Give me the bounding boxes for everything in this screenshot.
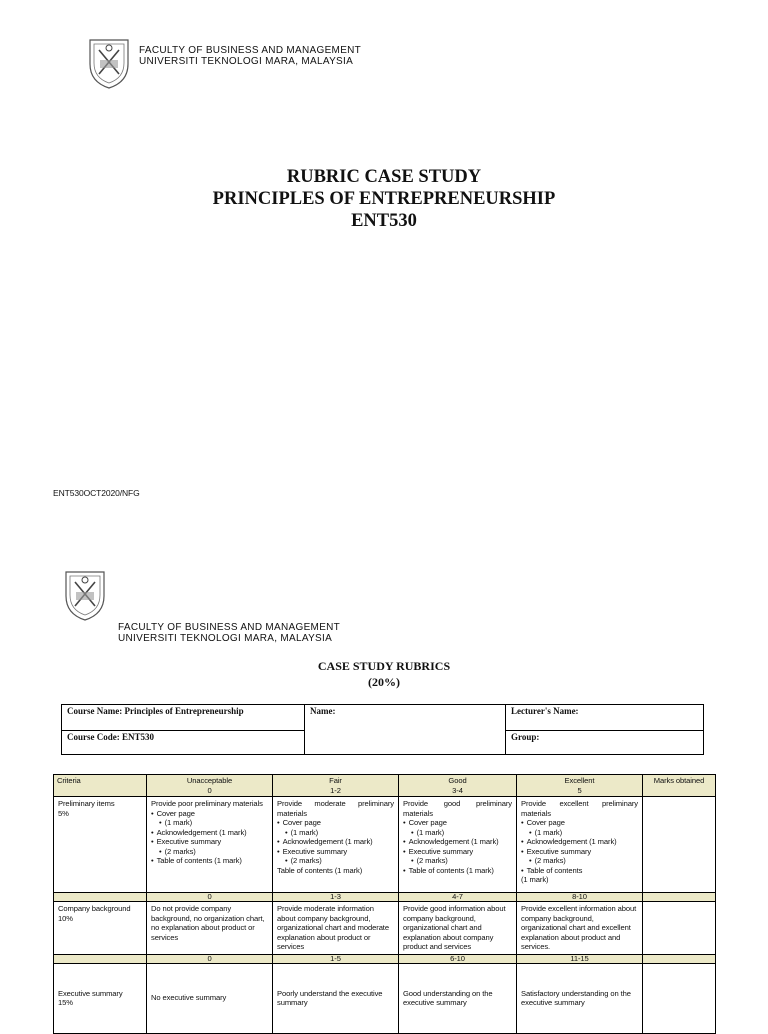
list-item: • Cover page bbox=[403, 818, 512, 828]
company-good: Provide good information about company background, organizational chart and explanation about company product and services bbox=[399, 902, 517, 955]
list-item: • Acknowledgement (1 mark) bbox=[521, 837, 638, 847]
list-item: • Executive summary bbox=[277, 847, 394, 857]
band-empty bbox=[54, 893, 147, 902]
course-name-label: Course Name: bbox=[67, 706, 123, 716]
header-fair-label: Fair bbox=[329, 776, 342, 785]
rubric-row-preliminary bbox=[54, 797, 716, 893]
band-excellent: 8-10 bbox=[517, 893, 643, 902]
band-unacceptable: 0 bbox=[147, 893, 273, 902]
list-item bbox=[151, 847, 268, 857]
score-band-row bbox=[54, 893, 716, 902]
preliminary-unacceptable bbox=[147, 797, 273, 893]
cover-title-line-3: ENT530 bbox=[351, 211, 417, 231]
header-fair-score: 1-2 bbox=[330, 785, 341, 795]
list-item: • Acknowledgement (1 mark) bbox=[151, 828, 268, 838]
university-name: UNIVERSITI TEKNOLOGI MARA, MALAYSIA bbox=[139, 56, 354, 67]
list-item: • Table of contents bbox=[521, 866, 638, 876]
course-code-label: Course Code: bbox=[67, 732, 120, 742]
list-item: • Acknowledgement (1 mark) bbox=[403, 837, 512, 847]
criteria-company-label: Company background bbox=[58, 904, 131, 913]
course-name-value: Principles of Entrepreneurship bbox=[124, 706, 244, 716]
document-reference: ENT530OCT2020/NFG bbox=[53, 488, 140, 498]
header-good-score: 3-4 bbox=[452, 785, 463, 795]
rubric-table bbox=[53, 774, 716, 1034]
list-item: • Table of contents (1 mark) bbox=[151, 856, 268, 866]
list-item bbox=[521, 828, 638, 838]
company-excellent: Provide excellent information about company background, organizational chart and excellent explanation about product and services. bbox=[517, 902, 643, 955]
header-excellent bbox=[517, 775, 643, 797]
preliminary-good bbox=[399, 797, 517, 893]
header-unacceptable bbox=[147, 775, 273, 797]
band-empty bbox=[54, 954, 147, 963]
header-criteria: Criteria bbox=[54, 775, 147, 797]
header-good-label: Good bbox=[448, 776, 467, 785]
university-name-2: UNIVERSITI TEKNOLOGI MARA, MALAYSIA bbox=[118, 633, 333, 644]
criteria-executive-label: Executive summary bbox=[58, 988, 123, 998]
list-item: • Cover page bbox=[277, 818, 394, 828]
rubric-row-company bbox=[54, 902, 716, 955]
executive-excellent: Satisfactory understanding on the executive summary bbox=[517, 963, 643, 1033]
score-band-row bbox=[54, 954, 716, 963]
list-item: • Executive summary bbox=[151, 837, 268, 847]
lecturer-name-label: Lecturer's Name: bbox=[511, 706, 579, 716]
criteria-preliminary-weight: 5% bbox=[58, 808, 69, 818]
list-item bbox=[277, 856, 394, 866]
mark-note: (1 mark) bbox=[416, 827, 445, 837]
rubric-header-row bbox=[54, 775, 716, 797]
rubrics-title: CASE STUDY RUBRICS bbox=[317, 659, 451, 673]
preliminary-fair-toc: Table of contents (1 mark) bbox=[277, 865, 363, 875]
course-name-cell bbox=[62, 705, 305, 731]
header-unacceptable-score: 0 bbox=[207, 785, 212, 795]
preliminary-excellent-intro: Provide excellent preliminary materials bbox=[521, 799, 638, 818]
list-item: • Cover page bbox=[521, 818, 638, 828]
cover-title-line-1: RUBRIC CASE STUDY bbox=[286, 167, 482, 187]
list-item: • Executive summary bbox=[403, 847, 512, 857]
band-excellent: 11-15 bbox=[517, 954, 643, 963]
uitm-crest-logo-2 bbox=[62, 568, 108, 622]
marks-preliminary[interactable] bbox=[643, 797, 716, 893]
list-item bbox=[277, 828, 394, 838]
header-excellent-score: 5 bbox=[577, 785, 582, 795]
executive-good: Good understanding on the executive summary bbox=[399, 963, 517, 1033]
list-item bbox=[151, 818, 268, 828]
executive-fair: Poorly understand the executive summary bbox=[273, 963, 399, 1033]
course-code-value: ENT530 bbox=[122, 732, 155, 742]
mark-note: (2 marks) bbox=[416, 856, 448, 865]
course-code-cell bbox=[62, 731, 305, 755]
mark-note: (1 mark) bbox=[164, 818, 193, 827]
header-fair bbox=[273, 775, 399, 797]
band-good: 6-10 bbox=[399, 954, 517, 963]
band-fair: 1-5 bbox=[273, 954, 399, 963]
list-item bbox=[521, 856, 638, 866]
preliminary-excellent bbox=[517, 797, 643, 893]
executive-unacceptable: No executive summary bbox=[147, 963, 273, 1033]
marks-executive[interactable] bbox=[643, 963, 716, 1033]
criteria-preliminary bbox=[54, 797, 147, 893]
preliminary-excellent-toc-mark: (1 mark) bbox=[521, 875, 549, 884]
student-name-label: Name: bbox=[310, 706, 336, 716]
band-good: 4-7 bbox=[399, 893, 517, 902]
header-excellent-label: Excellent bbox=[564, 776, 595, 785]
cover-title-line-2: PRINCIPLES OF ENTREPRENEURSHIP bbox=[212, 189, 556, 209]
header-marks: Marks obtained bbox=[643, 775, 716, 797]
band-empty bbox=[643, 893, 716, 902]
company-fair: Provide moderate information about company background, organizational chart and moderate explanation about product or services bbox=[273, 902, 399, 955]
preliminary-good-intro: Provide good preliminary materials bbox=[403, 799, 512, 818]
list-item: • Cover page bbox=[151, 809, 268, 819]
preliminary-fair bbox=[273, 797, 399, 893]
list-item: • Table of contents (1 mark) bbox=[403, 866, 512, 876]
marks-company[interactable] bbox=[643, 902, 716, 955]
student-name-cell bbox=[305, 705, 506, 755]
preliminary-unacceptable-intro: Provide poor preliminary materials bbox=[151, 799, 263, 808]
uitm-crest-logo bbox=[86, 36, 132, 90]
band-fair: 1-3 bbox=[273, 893, 399, 902]
header-unacceptable-label: Unacceptable bbox=[186, 776, 233, 785]
rubric-row-executive bbox=[54, 963, 716, 1033]
mark-note: (2 marks) bbox=[164, 846, 196, 856]
criteria-executive-weight: 15% bbox=[58, 998, 73, 1007]
cover-title bbox=[0, 166, 768, 232]
mark-note: (1 mark) bbox=[534, 827, 563, 837]
group-label: Group: bbox=[511, 732, 540, 742]
faculty-name: FACULTY OF BUSINESS AND MANAGEMENT bbox=[139, 45, 362, 56]
list-item: • Acknowledgement (1 mark) bbox=[277, 837, 394, 847]
preliminary-fair-intro: Provide moderate preliminary materials bbox=[277, 799, 394, 818]
lecturer-name-cell bbox=[506, 705, 704, 731]
criteria-company-weight: 10% bbox=[58, 913, 73, 923]
course-info-table bbox=[61, 704, 704, 755]
company-unacceptable: Do not provide company background, no organization chart, no explanation about product or services bbox=[147, 902, 273, 955]
band-empty bbox=[643, 954, 716, 963]
header-good bbox=[399, 775, 517, 797]
criteria-company bbox=[54, 902, 147, 955]
list-item: • Executive summary bbox=[521, 847, 638, 857]
list-item bbox=[403, 828, 512, 838]
mark-note: (2 marks) bbox=[290, 856, 322, 865]
mark-note: (2 marks) bbox=[534, 856, 566, 865]
list-item bbox=[403, 856, 512, 866]
rubrics-weight: (20%) bbox=[368, 675, 400, 689]
criteria-executive bbox=[54, 963, 147, 1033]
mark-note: (1 mark) bbox=[290, 827, 319, 837]
group-cell bbox=[506, 731, 704, 755]
criteria-preliminary-label: Preliminary items bbox=[58, 799, 115, 808]
faculty-name-2: FACULTY OF BUSINESS AND MANAGEMENT bbox=[118, 622, 341, 633]
band-unacceptable: 0 bbox=[147, 954, 273, 963]
